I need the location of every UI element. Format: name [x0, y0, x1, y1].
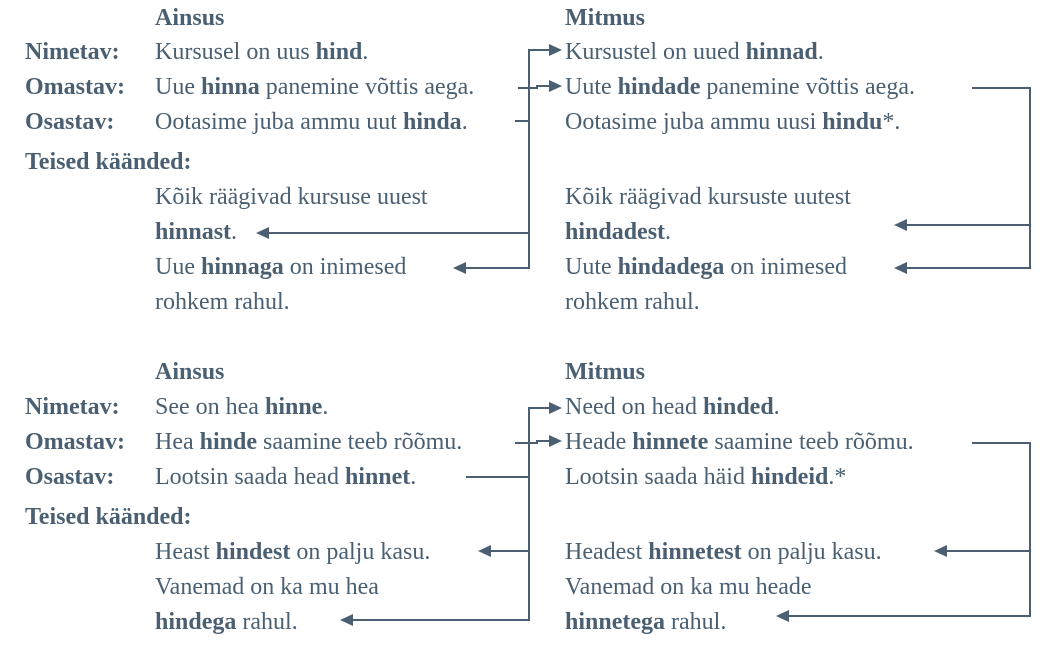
keyword: hinded — [702, 394, 774, 420]
block1-mitmus-other2-line1: Uute hindadega on inimesed — [565, 254, 848, 280]
block2-mitmus-other2-line2: hinnetega rahul. — [565, 609, 727, 635]
block1-mitmus-other2-line2: rohkem rahul. — [565, 289, 700, 315]
block1-right-connector — [894, 88, 1030, 274]
block2-label-omastav: Omastav: — [25, 429, 125, 455]
block1-ainsus-omastav-sentence: Uue hinna panemine võttis aega. — [155, 74, 475, 100]
arrow-to-ainsus-other2 — [465, 121, 529, 268]
block2-mitmus-osastav-sentence: Lootsin saada häid hindeid.* — [565, 464, 847, 490]
arrowhead-icon — [549, 44, 562, 56]
block1-mitmus-omastav-sentence: Uute hindade panemine võttis aega. — [565, 74, 915, 100]
arrowhead-icon — [894, 219, 907, 231]
block1-mitmus-nimetav-sentence: Kursustel on uued hinnad. — [565, 39, 824, 65]
keyword: hinnast — [155, 219, 232, 245]
arrowhead-icon — [776, 610, 789, 622]
keyword: hinde — [199, 429, 258, 455]
block1-label-nimetav: Nimetav: — [25, 39, 120, 65]
block2-mitmus-nimetav-sentence: Need on head hinded. — [565, 394, 780, 420]
arrowhead-icon — [256, 227, 269, 239]
arrowhead-icon — [549, 402, 562, 414]
arrow-to-mitmus-other2 — [788, 443, 1030, 616]
block2-mitmus-header: Mitmus — [565, 359, 645, 385]
keyword: hinne — [264, 394, 323, 420]
keyword: hindadest — [565, 219, 666, 245]
block1-mitmus-other1-line2: hindadest. — [565, 219, 672, 245]
arrow-omastav-to-mitmus-omastav — [515, 441, 550, 443]
keyword: hindade — [617, 74, 701, 100]
block2-ainsus-header: Ainsus — [155, 359, 225, 385]
block2-mitmus-omastav-sentence: Heade hinnete saamine teeb rõõmu. — [565, 429, 914, 455]
keyword: hinnetest — [648, 539, 742, 565]
arrowhead-icon — [549, 435, 562, 447]
block2-label-osastav: Osastav: — [25, 464, 115, 490]
block2-right-connector — [776, 443, 1030, 622]
keyword: hinnad — [745, 39, 818, 65]
block2-ainsus-nimetav-sentence: See on hea hinne. — [155, 394, 329, 420]
block1-mitmus-header: Mitmus — [565, 5, 645, 31]
block1-left-connector — [256, 44, 562, 274]
arrow-to-mitmus-other2 — [906, 88, 1030, 268]
block1-mitmus-osastav-sentence: Ootasime juba ammu uusi hindu*. — [565, 109, 901, 135]
arrowhead-icon — [478, 545, 491, 557]
keyword: hinnete — [632, 429, 709, 455]
block1-ainsus-nimetav-sentence: Kursusel on uus hind. — [155, 39, 369, 65]
block1-ainsus-other1-line2: hinnast. — [155, 219, 238, 245]
keyword: hinda — [402, 109, 462, 135]
arrowhead-icon — [453, 262, 466, 274]
block2-mitmus-other2-line1: Vanemad on ka mu heade — [565, 574, 812, 600]
block1-label-teised: Teised käänded: — [25, 149, 192, 175]
keyword: hinnetega — [565, 609, 666, 635]
arrowhead-icon — [549, 80, 562, 92]
keyword: hinnet — [344, 464, 411, 490]
block2-ainsus-other1-line1: Heast hindest on palju kasu. — [155, 539, 431, 565]
keyword: hind — [315, 39, 363, 65]
keyword: hindega — [155, 609, 237, 635]
block2-left-connector — [340, 402, 562, 626]
keyword: hindu — [822, 109, 883, 135]
block2-label-teised: Teised käänded: — [25, 504, 192, 530]
block1-ainsus-other1-line1: Kõik räägivad kursuse uuest — [155, 184, 428, 210]
arrowhead-icon — [894, 262, 907, 274]
block1-label-omastav: Omastav: — [25, 74, 125, 100]
block1-label-osastav: Osastav: — [25, 109, 115, 135]
block2-ainsus-osastav-sentence: Lootsin saada head hinnet. — [155, 464, 417, 490]
arrowhead-icon — [934, 545, 947, 557]
block2-ainsus-other2-line1: Vanemad on ka mu hea — [155, 574, 379, 600]
block2-ainsus-other2-line2: hindega rahul. — [155, 609, 298, 635]
keyword: hindest — [215, 539, 291, 565]
block2-mitmus-other1-line1: Headest hinnetest on palju kasu. — [565, 539, 882, 565]
block1-ainsus-osastav-sentence: Ootasime juba ammu uut hinda. — [155, 109, 468, 135]
block1-mitmus-other1-line1: Kõik räägivad kursuste uutest — [565, 184, 851, 210]
arrow-omastav-to-mitmus-omastav — [518, 86, 550, 88]
block2-ainsus-omastav-sentence: Hea hinde saamine teeb rõõmu. — [155, 429, 463, 455]
arrow-to-ainsus-other2 — [352, 477, 529, 620]
keyword: hindadega — [617, 254, 725, 280]
block2-label-nimetav: Nimetav: — [25, 394, 120, 420]
block1-ainsus-other2-line1: Uue hinnaga on inimesed — [155, 254, 407, 280]
arrowhead-icon — [340, 614, 353, 626]
block1-ainsus-header: Ainsus — [155, 5, 225, 31]
block1-ainsus-other2-line2: rohkem rahul. — [155, 289, 290, 315]
keyword: hinna — [200, 74, 260, 100]
keyword: hinnaga — [200, 254, 284, 280]
keyword: hindeid — [750, 464, 829, 490]
